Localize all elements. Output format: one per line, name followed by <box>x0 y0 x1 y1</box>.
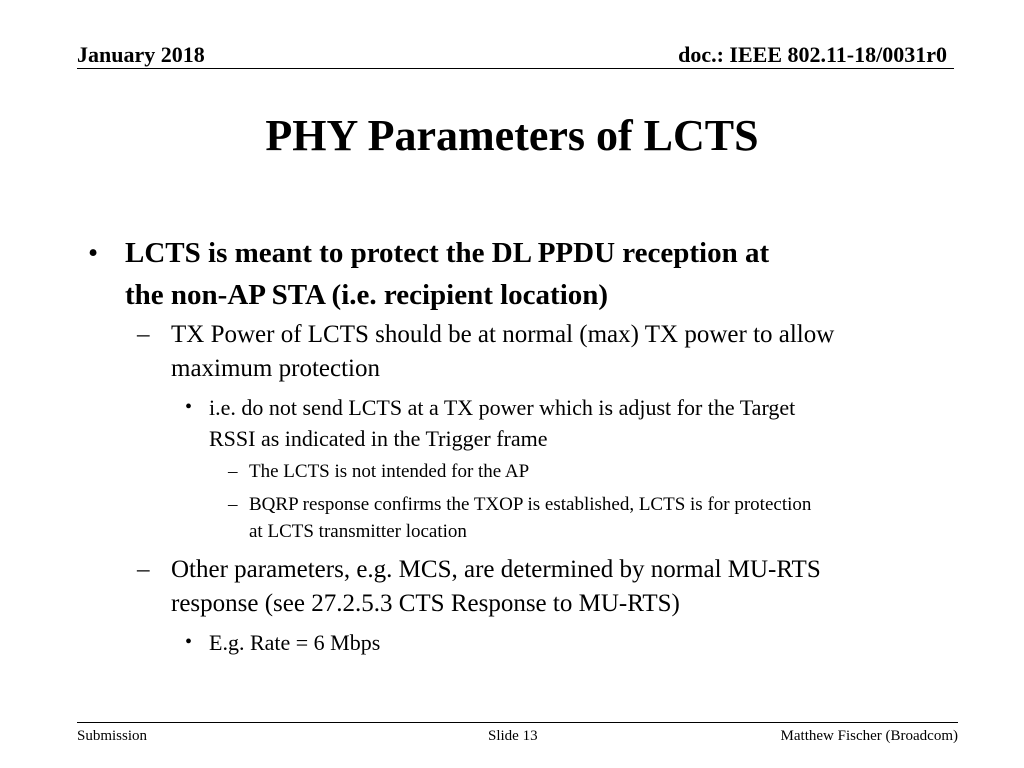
bullet-line: BQRP response confirms the TXOP is established, LCTS is for protection <box>249 494 812 515</box>
footer-rule <box>77 722 958 723</box>
bullet-level4-text <box>249 491 989 545</box>
header-rule <box>77 68 954 69</box>
bullet-marker: • <box>88 237 99 269</box>
bullet-level3-text <box>209 627 949 658</box>
bullet-marker: • <box>185 631 193 653</box>
bullet-level1-text <box>125 232 915 316</box>
dash-marker: – <box>228 461 238 482</box>
dash-marker: – <box>228 494 238 515</box>
bullet-line: TX Power of LCTS should be at normal (max) TX power to allow <box>171 321 835 348</box>
header-date: January 2018 <box>77 42 205 67</box>
bullet-line: RSSI as indicated in the Trigger frame <box>209 426 548 451</box>
footer-author: Matthew Fischer (Broadcom) <box>780 728 958 744</box>
bullet-line: E.g. Rate = 6 Mbps <box>209 630 381 655</box>
bullet-level3-text <box>209 392 949 454</box>
dash-marker: – <box>137 556 150 583</box>
bullet-marker: • <box>185 396 193 418</box>
footer-submission: Submission <box>77 728 148 744</box>
bullet-line: maximum protection <box>171 355 380 382</box>
bullet-line: at LCTS transmitter location <box>249 521 467 542</box>
bullet-line: the non-AP STA (i.e. recipient location) <box>125 279 609 311</box>
slide-title: PHY Parameters of LCTS <box>265 111 759 160</box>
header-doc-id: doc.: IEEE 802.11-18/0031r0 <box>678 42 947 67</box>
footer-slide-number: Slide 13 <box>488 728 538 744</box>
dash-marker: – <box>137 321 150 348</box>
bullet-line: LCTS is meant to protect the DL PPDU reception at <box>125 237 770 269</box>
bullet-line: The LCTS is not intended for the AP <box>249 461 530 482</box>
bullet-level4-text <box>249 458 989 485</box>
bullet-level2-text <box>171 553 951 621</box>
bullet-line: Other parameters, e.g. MCS, are determined by normal MU-RTS <box>171 556 821 583</box>
bullet-line: response (see 27.2.5.3 CTS Response to MU-RTS) <box>171 590 680 617</box>
bullet-level2-text <box>171 318 951 386</box>
bullet-line: i.e. do not send LCTS at a TX power which is adjust for the Target <box>209 395 796 420</box>
